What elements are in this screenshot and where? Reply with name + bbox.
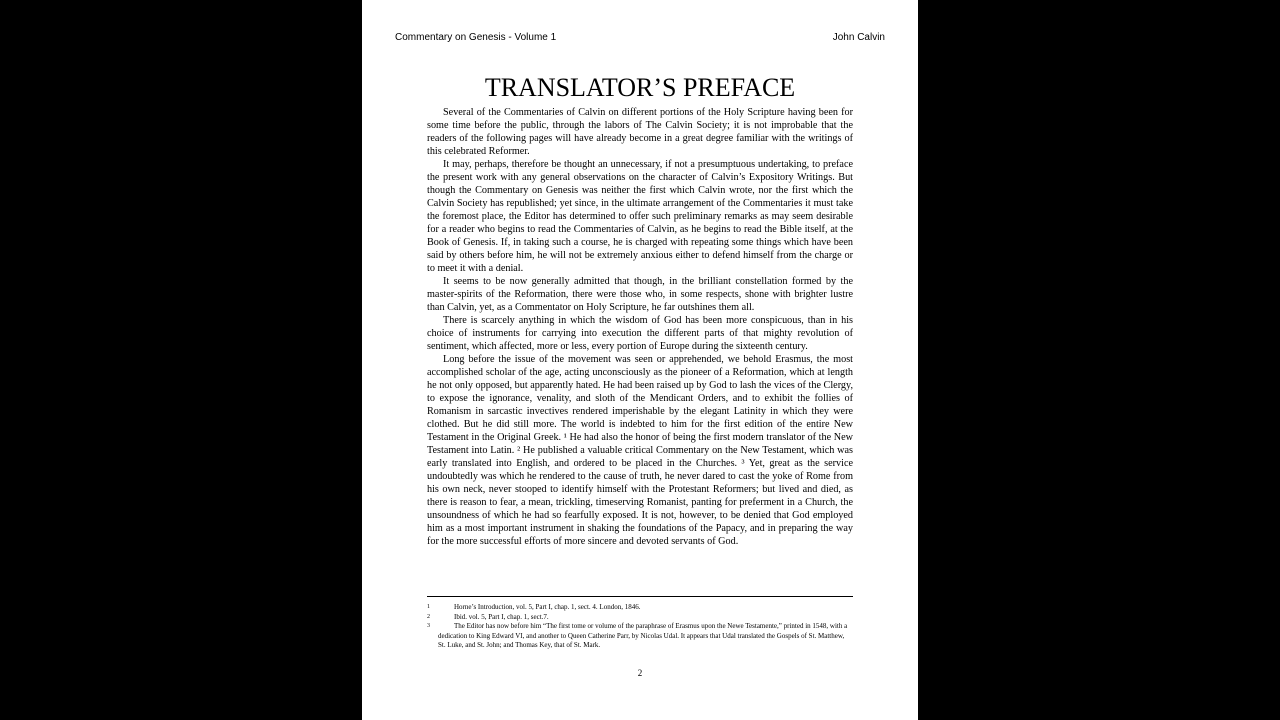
- running-header-author: John Calvin: [832, 32, 885, 43]
- document-page: [362, 0, 918, 720]
- footnote-number: 3: [427, 623, 430, 629]
- paragraph: There is scarcely anything in which the wisdom of God has been more conspicuous, than in his choice of instruments for carrying into execution the different parts of that mighty revolution of sentiment, which affected, more or less, every portion of Europe during the sixteenth century.: [427, 315, 853, 352]
- paragraph: It may, perhaps, therefore be thought an unnecessary, if not a presumptuous undertaking, to preface the present work with any general observations on the character of Calvin’s Expository Writings. But though the Commentary on Genesis was neither the first which Calvin wrote, nor the first which the Calvin Society has republished; yet since, in the ultimate arrangement of the Commentaries it must take the foremost place, the Editor has determined to offer such preliminary remarks as may seem desirable for a reader who begins to read the Commentaries of Calvin, as he begins to read the Bible itself, at the Book of Genesis. If, in taking such a course, he is charged with repeating some things which have been said by others before him, he will not be extremely anxious either to defend himself from the charge or to meet it with a denial.: [427, 159, 853, 274]
- footnotes: [427, 603, 853, 651]
- footnote-number: 2: [427, 613, 430, 620]
- footnote-separator: [427, 596, 853, 597]
- body-text: [427, 106, 853, 548]
- paragraph: It seems to be now generally admitted that though, in the brilliant constellation formed by the master-spirits of the Reformation, there were those who, in some respects, shone with brighter lustre than Calvin, yet, as a Commentator on Holy Scripture, he far outshines them all.: [427, 276, 853, 313]
- running-header-book-title: Commentary on Genesis - Volume 1: [395, 32, 557, 43]
- paragraph: Several of the Commentaries of Calvin on different portions of the Holy Scripture having been for some time before the public, through the labors of The Calvin Society; it is not improbable that the readers of the following pages will have already become in a great degree familiar with the writings of this celebrated Reformer.: [427, 107, 853, 157]
- paragraph: Long before the issue of the movement was seen or apprehended, we behold Erasmus, the most accomplished scholar of the age, acting unconsciously as the pioneer of a Reformation, which at length he not only opposed, but apparently hated. He had been raised up by God to lash the vices of the Clergy, to expose the ignorance, venality, and sloth of the Mendicant Orders, and to exhibit the follies of Romanism in sarcastic invectives rendered imperishable by the elegant Latinity in which they were clothed. But he did still more. The world is indebted to him for the first edition of the entire New Testament in the Original Greek. ¹ He had also the honor of being the first modern translator of the New Testament into Latin. ² He published a valuable critical Commentary on the New Testament, which was early translated into English, and ordered to be placed in the Churches. ³ Yet, great as the service undoubtedly was which he rendered to the cause of truth, he never dared to cast the yoke of Rome from his own neck, never stooped to identify himself with the Protestant Reformers; but lived and died, as there is reason to fear, a mean, trickling, timeserving Romanist, panting for preferment in a Church, the unsoundness of which he had so fearfully exposed. It is not, however, to be denied that God employed him as a most important instrument in shaking the foundations of the Papacy, and in preparing the way for the more successful efforts of more sincere and devoted servants of God.: [427, 354, 853, 547]
- footnote: [427, 613, 853, 623]
- footnote-text: Ibid. vol. 5, Part I, chap. 1, sect.7.: [454, 612, 549, 621]
- footnote-text: The Editor has now before him “The first tome or volume of the paraphrase of Erasmus upon the Newe Testamente,” printed in 1548, with a dedication to King Edward VI, and another to Queen Catherine Parr, by Nicolas Udal. It appears that Udal translated the Gospels of St. Matthew, St. Luke, and St. John; and Thomas Key, that of St. Mark.: [438, 622, 848, 649]
- footnote: [427, 603, 853, 613]
- page-number: 2: [637, 668, 643, 678]
- footnote: [427, 622, 853, 651]
- footnote-number: 1: [427, 604, 430, 610]
- chapter-title: TRANSLATOR’S PREFACE: [484, 73, 796, 102]
- footnote-text: Horne’s Introduction, vol. 5, Part I, chap. 1, sect. 4. London, 1846.: [454, 603, 641, 611]
